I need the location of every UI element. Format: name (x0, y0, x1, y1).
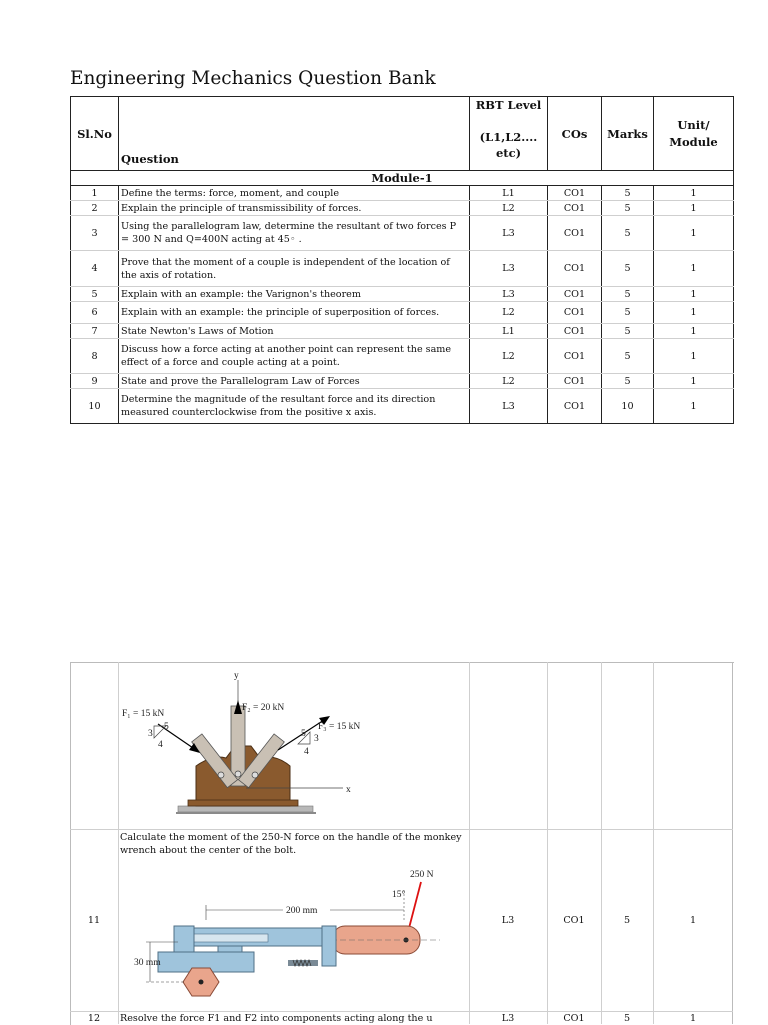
unit-module: 1 (654, 186, 734, 201)
table-row (71, 302, 734, 324)
row-12-rbt: L3 (501, 1013, 515, 1024)
table-row (71, 389, 734, 424)
col-divider (469, 662, 470, 1024)
question-text: Define the terms: force, moment, and couple (119, 186, 470, 201)
slope-4-label-right: 4 (304, 747, 309, 757)
row-number: 6 (71, 302, 119, 324)
marks: 5 (602, 302, 654, 324)
table-row (71, 287, 734, 302)
question-text: State Newton's Laws of Motion (119, 324, 470, 339)
row-number: 10 (71, 389, 119, 424)
row-12-co: CO1 (563, 1013, 585, 1024)
row-12-unit: 1 (689, 1013, 697, 1024)
header-unit-line1: Unit/ (677, 117, 710, 132)
unit-module: 1 (654, 201, 734, 216)
row-11-unit: 1 (689, 915, 697, 926)
col-divider (547, 662, 548, 1024)
unit-module: 1 (654, 251, 734, 287)
slope-5-label-right: 5 (301, 729, 306, 739)
row-11-marks: 5 (623, 915, 631, 926)
force-250n-label: 250 N (410, 870, 434, 880)
marks: 5 (602, 287, 654, 302)
header-unit-line2: Module (669, 134, 718, 149)
row-number: 7 (71, 324, 119, 339)
rbt-level: L1 (470, 324, 548, 339)
unit-module: 1 (654, 216, 734, 251)
question-text: Explain with an example: the principle of superposition of forces. (119, 302, 470, 324)
y-axis-label: y (234, 671, 239, 681)
angle-15-label: 15° (392, 890, 406, 900)
course-outcome: CO1 (548, 389, 602, 424)
rbt-level: L2 (470, 201, 548, 216)
header-rbt (470, 97, 548, 171)
marks: 5 (602, 339, 654, 374)
header-row (71, 97, 734, 171)
marks: 5 (602, 251, 654, 287)
row-12-number: 12 (87, 1013, 101, 1024)
course-outcome: CO1 (548, 201, 602, 216)
slope-3-label-right: 3 (314, 734, 319, 744)
x-axis-label: x (346, 785, 351, 795)
rbt-level: L2 (470, 302, 548, 324)
force-f3-label: F₃ = 15 kN (318, 722, 361, 732)
header-rbt-line2: (L1,L2.... (479, 130, 538, 144)
course-outcome: CO1 (548, 374, 602, 389)
marks: 5 (602, 374, 654, 389)
table-row (71, 339, 734, 374)
rbt-level: L2 (470, 339, 548, 374)
col-divider (601, 662, 602, 1024)
unit-module: 1 (654, 374, 734, 389)
page-title: Engineering Mechanics Question Bank (70, 68, 436, 89)
course-outcome: CO1 (548, 287, 602, 302)
row-divider (70, 1011, 733, 1012)
table-row (71, 201, 734, 216)
header-unit (654, 97, 734, 171)
course-outcome: CO1 (548, 302, 602, 324)
rbt-level: L3 (470, 389, 548, 424)
rbt-level: L3 (470, 216, 548, 251)
table-row (71, 186, 734, 201)
rbt-level: L3 (470, 287, 548, 302)
row-number: 5 (71, 287, 119, 302)
marks: 5 (602, 324, 654, 339)
row-number: 2 (71, 201, 119, 216)
question-text: Using the parallelogram law, determine the resultant of two forces P = 300 N and Q=400N acting at 45◦ . (119, 216, 470, 251)
row-number: 3 (71, 216, 119, 251)
unit-module: 1 (654, 324, 734, 339)
dim-30mm-label: 30 mm (134, 958, 161, 968)
question-text: State and prove the Parallelogram Law of Forces (119, 374, 470, 389)
unit-module: 1 (654, 389, 734, 424)
force-f1-label: F₁ = 15 kN (122, 709, 165, 719)
slope-3-label: 3 (148, 729, 153, 739)
marks: 5 (602, 186, 654, 201)
question-11: Calculate the moment of the 250-N force on the handle of the monkey wrench about the center of the bolt. (120, 832, 462, 856)
table-row (71, 374, 734, 389)
course-outcome: CO1 (548, 216, 602, 251)
col-divider (653, 662, 654, 1024)
row-number: 8 (71, 339, 119, 374)
rbt-level: L3 (470, 251, 548, 287)
force-f2-label: F₂ = 20 kN (242, 703, 285, 713)
header-cos: COs (548, 97, 602, 171)
table-row (71, 251, 734, 287)
row-11-co: CO1 (563, 915, 585, 926)
row-11-rbt: L3 (501, 915, 515, 926)
dim-200mm-label: 200 mm (286, 906, 318, 916)
row-number: 1 (71, 186, 119, 201)
course-outcome: CO1 (548, 251, 602, 287)
rbt-level: L1 (470, 186, 548, 201)
marks: 5 (602, 216, 654, 251)
slope-4-label: 4 (158, 740, 163, 750)
header-rbt-line1: RBT Level (475, 98, 542, 112)
row-11-number: 11 (87, 915, 101, 926)
course-outcome: CO1 (548, 186, 602, 201)
question-text: Determine the magnitude of the resultant force and its direction measured counterclockwise from the positive x axis. (119, 389, 470, 424)
unit-module: 1 (654, 339, 734, 374)
marks: 10 (602, 389, 654, 424)
row-12-marks: 5 (623, 1013, 631, 1024)
header-rbt-line3: etc) (495, 146, 522, 160)
monkey-wrench-figure (118, 860, 469, 1010)
module-label: Module-1 (71, 171, 734, 186)
question-12: Resolve the force F1 and F2 into components acting along the u (120, 1013, 433, 1024)
module-row (71, 171, 734, 186)
course-outcome: CO1 (548, 339, 602, 374)
row-number: 4 (71, 251, 119, 287)
table-row (71, 216, 734, 251)
slope-5-label: 5 (164, 722, 169, 732)
header-question: Question (119, 97, 470, 171)
course-outcome: CO1 (548, 324, 602, 339)
row-divider (70, 829, 733, 830)
marks: 5 (602, 201, 654, 216)
unit-module: 1 (654, 287, 734, 302)
question-text: Explain with an example: the Varignon's theorem (119, 287, 470, 302)
header-marks: Marks (602, 97, 654, 171)
col-divider (732, 662, 733, 1024)
rbt-level: L2 (470, 374, 548, 389)
question-table (70, 96, 734, 424)
question-text: Discuss how a force acting at another point can represent the same effect of a force and couple acting at a point. (119, 339, 470, 374)
bracket-forces-figure (118, 666, 469, 829)
unit-module: 1 (654, 302, 734, 324)
question-text: Explain the principle of transmissibility of forces. (119, 201, 470, 216)
header-slno: Sl.No (71, 97, 119, 171)
table-row (71, 324, 734, 339)
question-text: Prove that the moment of a couple is independent of the location of the axis of rotation. (119, 251, 470, 287)
row-number: 9 (71, 374, 119, 389)
